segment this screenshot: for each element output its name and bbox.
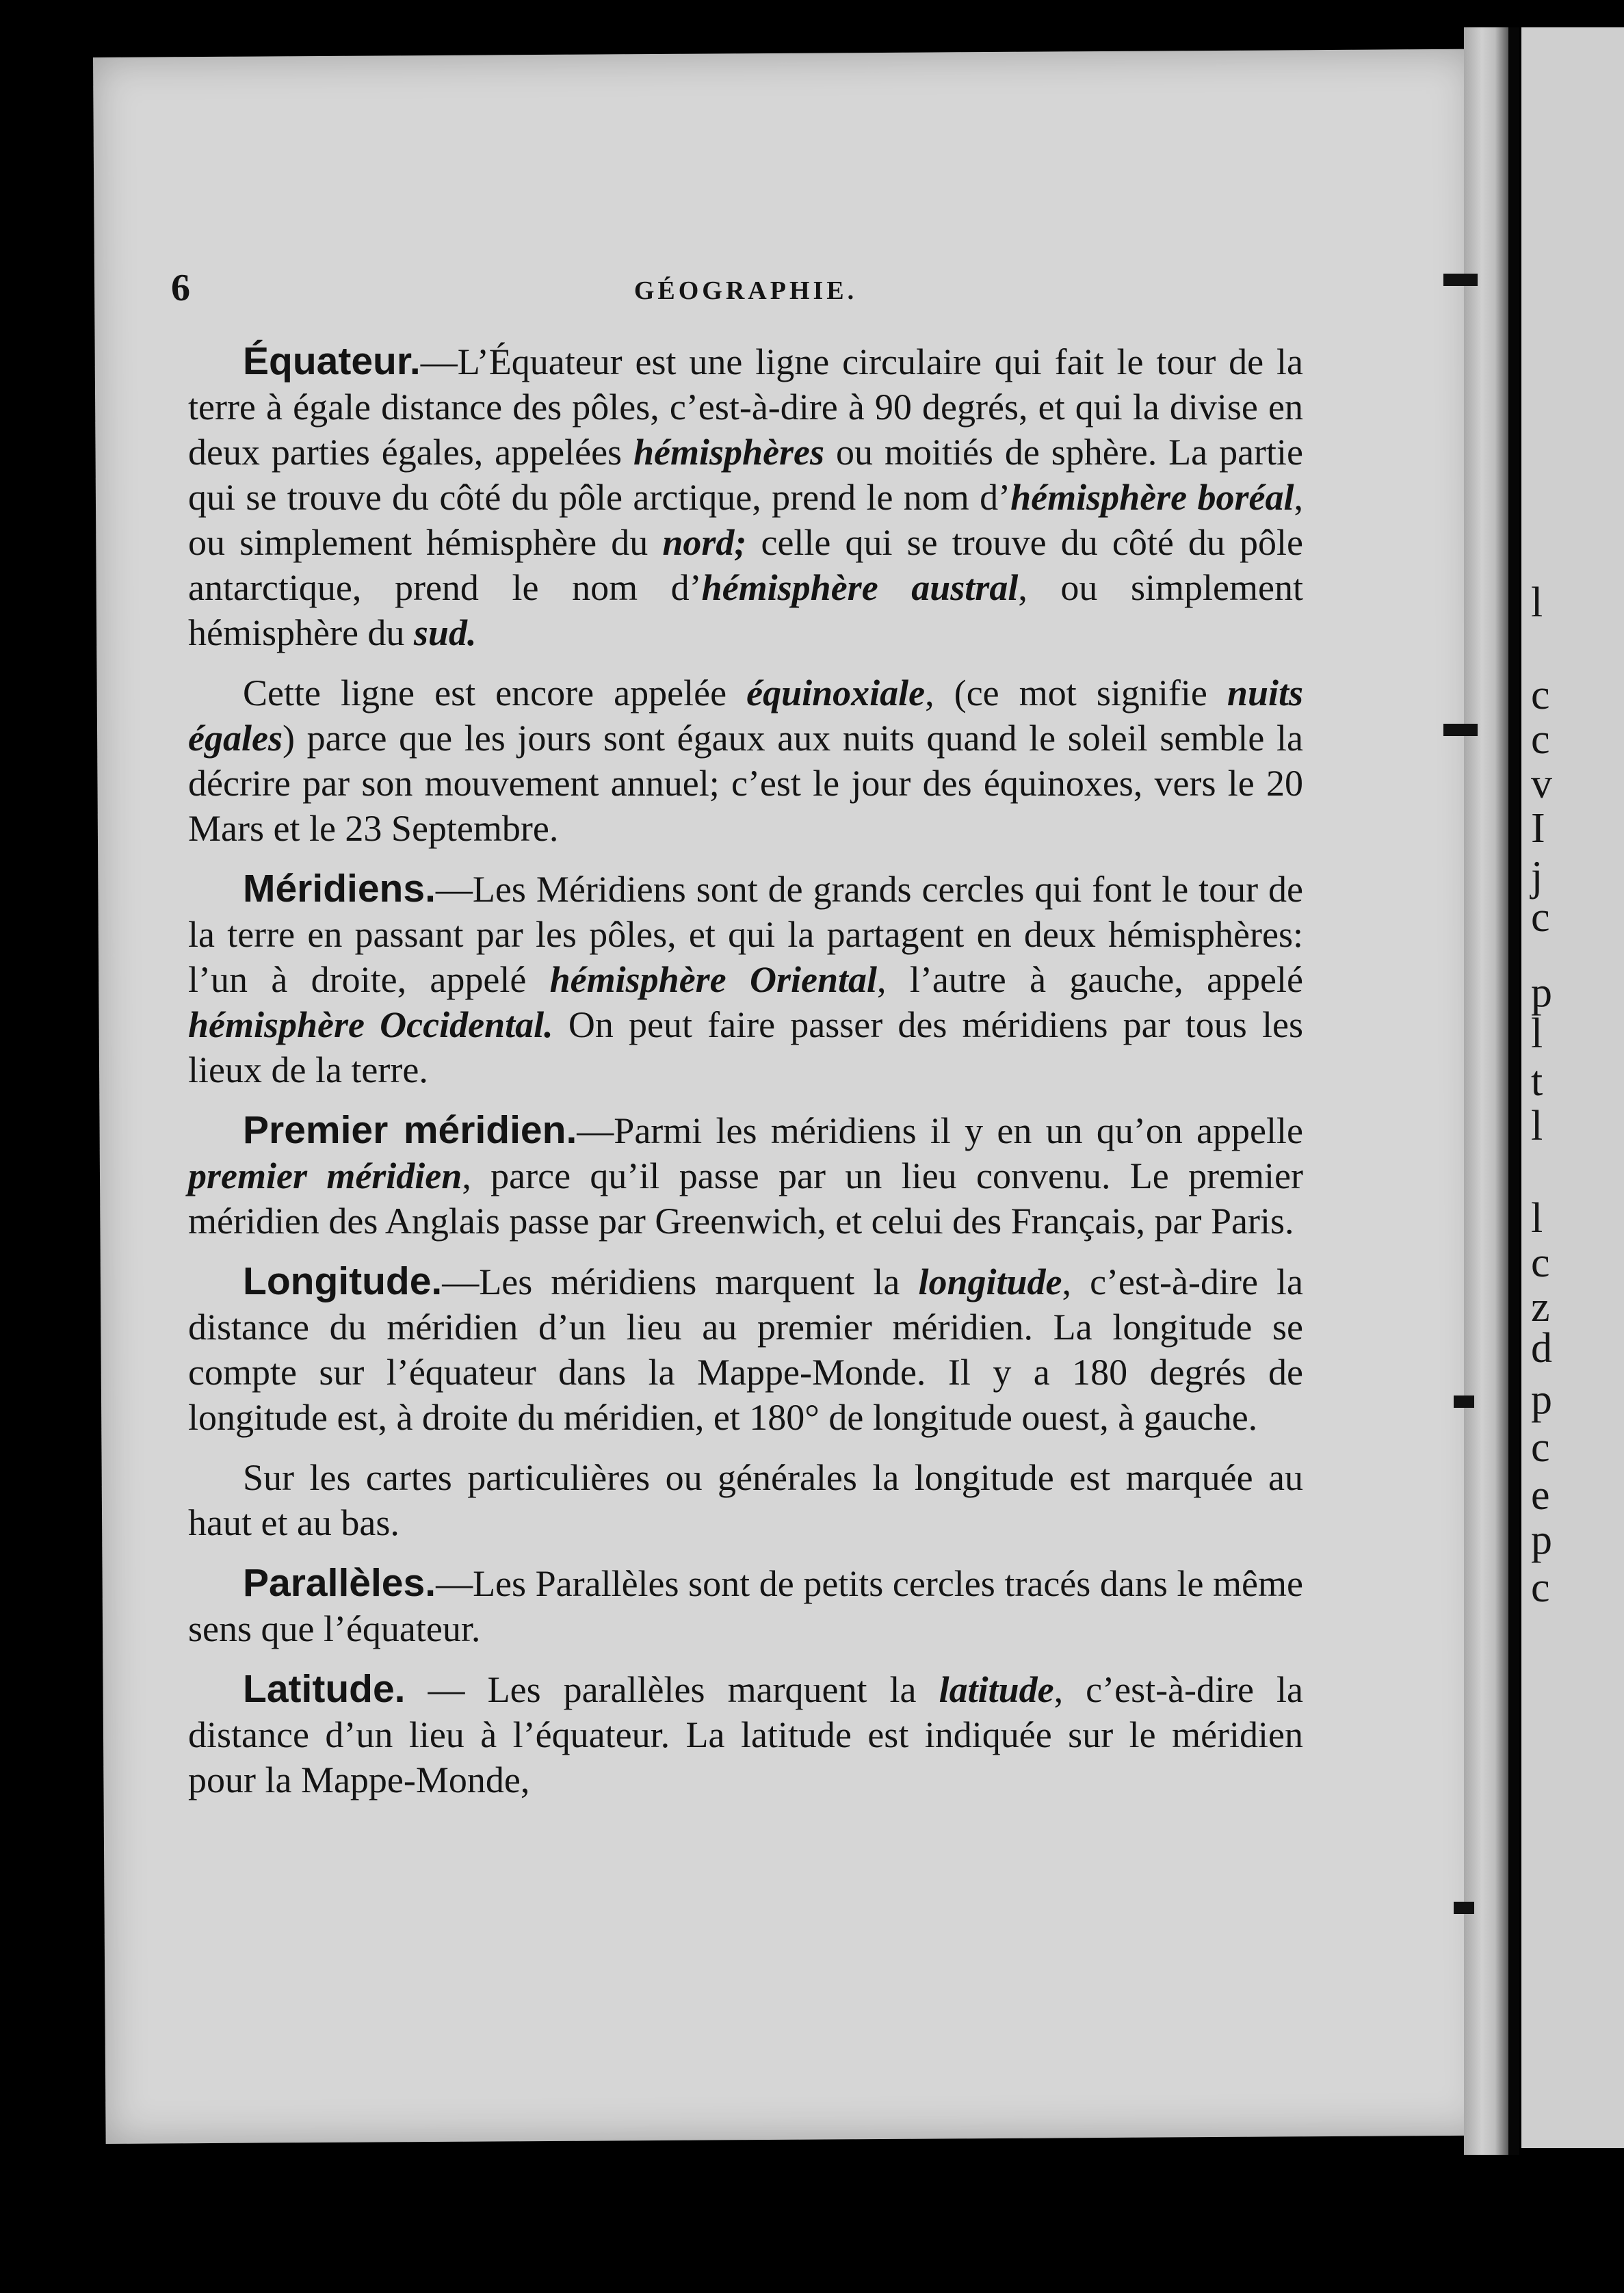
binding-thread-mark [1443,274,1478,286]
adjacent-page-letter: p [1531,969,1552,1016]
text-run: , c’est-à-dire la distance du méridien d’un lieu au premier méridien. La longitude se compte sur l’équateur dans la Mappe-Monde. Il y a 180 degrés de longitude est, à droite du méridien, et 180° de longitude ouest, à gauche. [188,1261,1304,1438]
text-run: ) parce que les jours sont égaux aux nuits quand le soleil semble la décrire par son mouvement annuel; c’est le jour des équinoxes, vers le 20 Mars et le 23 Septembre. [188,718,1303,849]
book-spine [1508,27,1519,2155]
adjacent-page-letter: p [1531,1376,1552,1423]
paragraph [188,1259,1303,1440]
text-run: , ou simplement hémisphère du [188,567,1303,653]
adjacent-page-letter: c [1531,1240,1550,1286]
text-run: —Les Méridiens sont de grands cercles qui font le tour de la terre en passant par les pôles, et qui la partagent en deux hémisphères: l’un à droite, appelé [188,869,1303,1000]
text-run: , parce qu’il passe par un lieu convenu. Le premier méridien des Anglais passe par Greenwich, et celui des Français, par Paris. [188,1155,1303,1242]
text-run: On peut faire passer des méridiens par tous les lieux de la terre. [188,1004,1303,1090]
adjacent-page-letter: d [1531,1325,1552,1372]
italic-term: hémisphères [633,432,825,473]
adjacent-page-letter: l [1531,1195,1543,1242]
text-run: , (ce mot signifie [925,672,1227,713]
italic-term: premier méridien [188,1155,462,1196]
adjacent-page-letter: c [1531,894,1550,941]
italic-term: longitude [918,1261,1062,1302]
adjacent-page-letter: e [1531,1472,1550,1519]
text-run: , c’est-à-dire la distance d’un lieu à l’équateur. La latitude est indiquée sur le méridien pour la Mappe-Monde, [188,1669,1303,1800]
italic-term: hémisphère Oriental [549,959,877,1000]
adjacent-page-letter: l [1531,1103,1543,1149]
paragraph [188,1560,1303,1651]
adjacent-page-letter: z [1531,1284,1550,1331]
text-run: ou moitiés de sphère. La partie qui se trouve du côté du pôle arctique, prend le nom d’ [188,432,1303,518]
italic-term: hémisphère Occidental. [188,1004,553,1045]
binding-thread-mark [1454,1396,1474,1408]
adjacent-page-letter: c [1531,1564,1550,1611]
paragraph [188,1455,1303,1545]
page-number: 6 [171,267,190,309]
running-title: GÉOGRAPHIE. [633,276,858,305]
section-heading: Longitude. [243,1259,443,1303]
italic-term: sud. [413,612,477,653]
adjacent-page-letter: v [1531,761,1552,807]
adjacent-page-letter: c [1531,1424,1550,1471]
text-run: — Les parallèles marquent la [405,1669,939,1710]
adjacent-page-letter: j [1531,853,1543,900]
italic-term: nuits égales [188,672,1303,759]
adjacent-page-edge [1521,27,1624,2148]
text-run: —Parmi les méridiens il y en un qu’on appelle [577,1110,1303,1151]
section-heading: Équateur. [243,339,421,383]
text-run: Sur les cartes particulières ou générales la longitude est marquée au haut et au bas. [188,1457,1303,1543]
italic-term: nord; [662,522,747,563]
text-run: —Les Parallèles sont de petits cercles tracés dans le même sens que l’équateur. [188,1563,1303,1649]
page-header [171,260,1303,309]
italic-term: hémisphère boréal [1010,477,1294,518]
section-heading: Méridiens. [243,867,436,910]
text-run: —L’Équateur est une ligne circulaire qui fait le tour de la terre à égale distance des pôles, c’est-à-dire à 90 degrés, et qui la divise en deux parties égales, appelées [188,341,1303,473]
section-heading: Parallèles. [243,1561,436,1605]
paragraph [188,670,1303,851]
adjacent-page-letter: c [1531,672,1550,718]
text-run: Cette ligne est encore appelée [243,672,747,713]
text-run: celle qui se trouve du côté du pôle antarctique, prend le nom d’ [188,522,1304,608]
text-run: , ou simplement hémisphère du [188,477,1303,563]
paragraph [188,1108,1303,1244]
paragraph [188,1666,1303,1803]
adjacent-page-letter: p [1531,1517,1552,1563]
page-gutter [1464,27,1508,2155]
text-run: —Les méridiens marquent la [442,1261,919,1302]
adjacent-page-letter: I [1531,805,1545,852]
section-heading: Latitude. [243,1667,406,1711]
italic-term: latitude [939,1669,1054,1710]
adjacent-page-letter: c [1531,716,1550,763]
paragraph [188,866,1303,1092]
italic-term: équinoxiale [746,672,926,713]
body-text [188,339,1303,1803]
italic-term: hémisphère austral [701,567,1019,608]
adjacent-page-letter: t [1531,1058,1543,1105]
binding-thread-mark [1454,1902,1474,1914]
section-heading: Premier méridien. [243,1108,577,1152]
text-run: , l’autre à gauche, appelé [877,959,1303,1000]
adjacent-page-letter: l [1531,579,1543,626]
adjacent-page-letter: l [1531,1010,1543,1057]
text-column [171,260,1304,1818]
binding-thread-mark [1443,724,1478,736]
paragraph [188,339,1303,655]
